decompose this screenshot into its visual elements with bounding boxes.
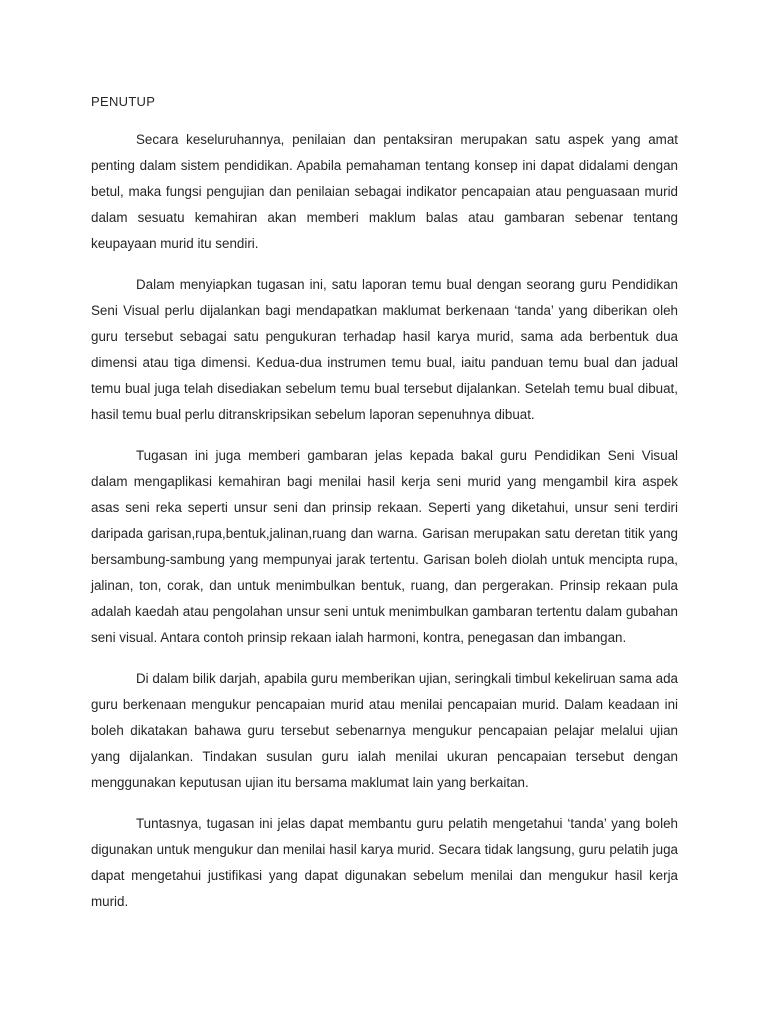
paragraph-3: Tugasan ini juga memberi gambaran jelas kepada bakal guru Pendidikan Seni Visual dalam mengaplikasi kemahiran bagi menilai hasil kerja seni murid yang mengambil kira aspek asas seni reka seperti unsur seni dan prinsip rekaan. Seperti yang diketahui, unsur seni terdiri daripada garisan,rupa,bentuk,jalinan,ruang dan warna. Garisan merupakan satu deretan titik yang bersambung-sambung yang mempunyai jarak tertentu. Garisan boleh diolah untuk mencipta rupa, jalinan, ton, corak, dan untuk menimbulkan bentuk, ruang, dan pergerakan. Prinsip rekaan pula adalah kaedah atau pengolahan unsur seni untuk menimbulkan gambaran tertentu dalam gubahan seni visual. Antara contoh prinsip rekaan ialah harmoni, kontra, penegasan dan imbangan. bbox=[91, 448, 678, 645]
paragraph-5: Tuntasnya, tugasan ini jelas dapat membantu guru pelatih mengetahui ‘tanda’ yang boleh digunakan untuk mengukur dan menilai hasil karya murid. Secara tidak langsung, guru pelatih juga dapat mengetahui justifikasi yang dapat digunakan sebelum menilai dan mengukur hasil kerja murid. bbox=[91, 816, 678, 909]
paragraph-2: Dalam menyiapkan tugasan ini, satu laporan temu bual dengan seorang guru Pendidikan Seni Visual perlu dijalankan bagi mendapatkan maklumat berkenaan ‘tanda’ yang diberikan oleh guru tersebut sebagai satu pengukuran terhadap hasil karya murid, sama ada berbentuk dua dimensi atau tiga dimensi. Kedua-dua instrumen temu bual, iaitu panduan temu bual dan jadual temu bual juga telah disediakan sebelum temu bual tersebut dijalankan. Setelah temu bual dibuat, hasil temu bual perlu ditranskripsikan sebelum laporan sepenuhnya dibuat. bbox=[91, 277, 678, 422]
paragraph-1: Secara keseluruhannya, penilaian dan pentaksiran merupakan satu aspek yang amat penting dalam sistem pendidikan. Apabila pemahaman tentang konsep ini dapat didalami dengan betul, maka fungsi pengujian dan penilaian sebagai indikator pencapaian atau penguasaan murid dalam sesuatu kemahiran akan memberi maklum balas atau gambaran sebenar tentang keupayaan murid itu sendiri. bbox=[91, 132, 678, 251]
document-body bbox=[91, 92, 678, 930]
paragraph-4: Di dalam bilik darjah, apabila guru memberikan ujian, seringkali timbul kekeliruan sama ada guru berkenaan mengukur pencapaian murid atau menilai pencapaian murid. Dalam keadaan ini boleh dikatakan bahawa guru tersebut sebenarnya mengukur pencapaian pelajar melalui ujian yang dijalankan. Tindakan susulan guru ialah menilai ukuran pencapaian tersebut dengan menggunakan keputusan ujian itu bersama maklumat lain yang berkaitan. bbox=[91, 671, 678, 790]
section-heading: PENUTUP bbox=[91, 94, 156, 109]
